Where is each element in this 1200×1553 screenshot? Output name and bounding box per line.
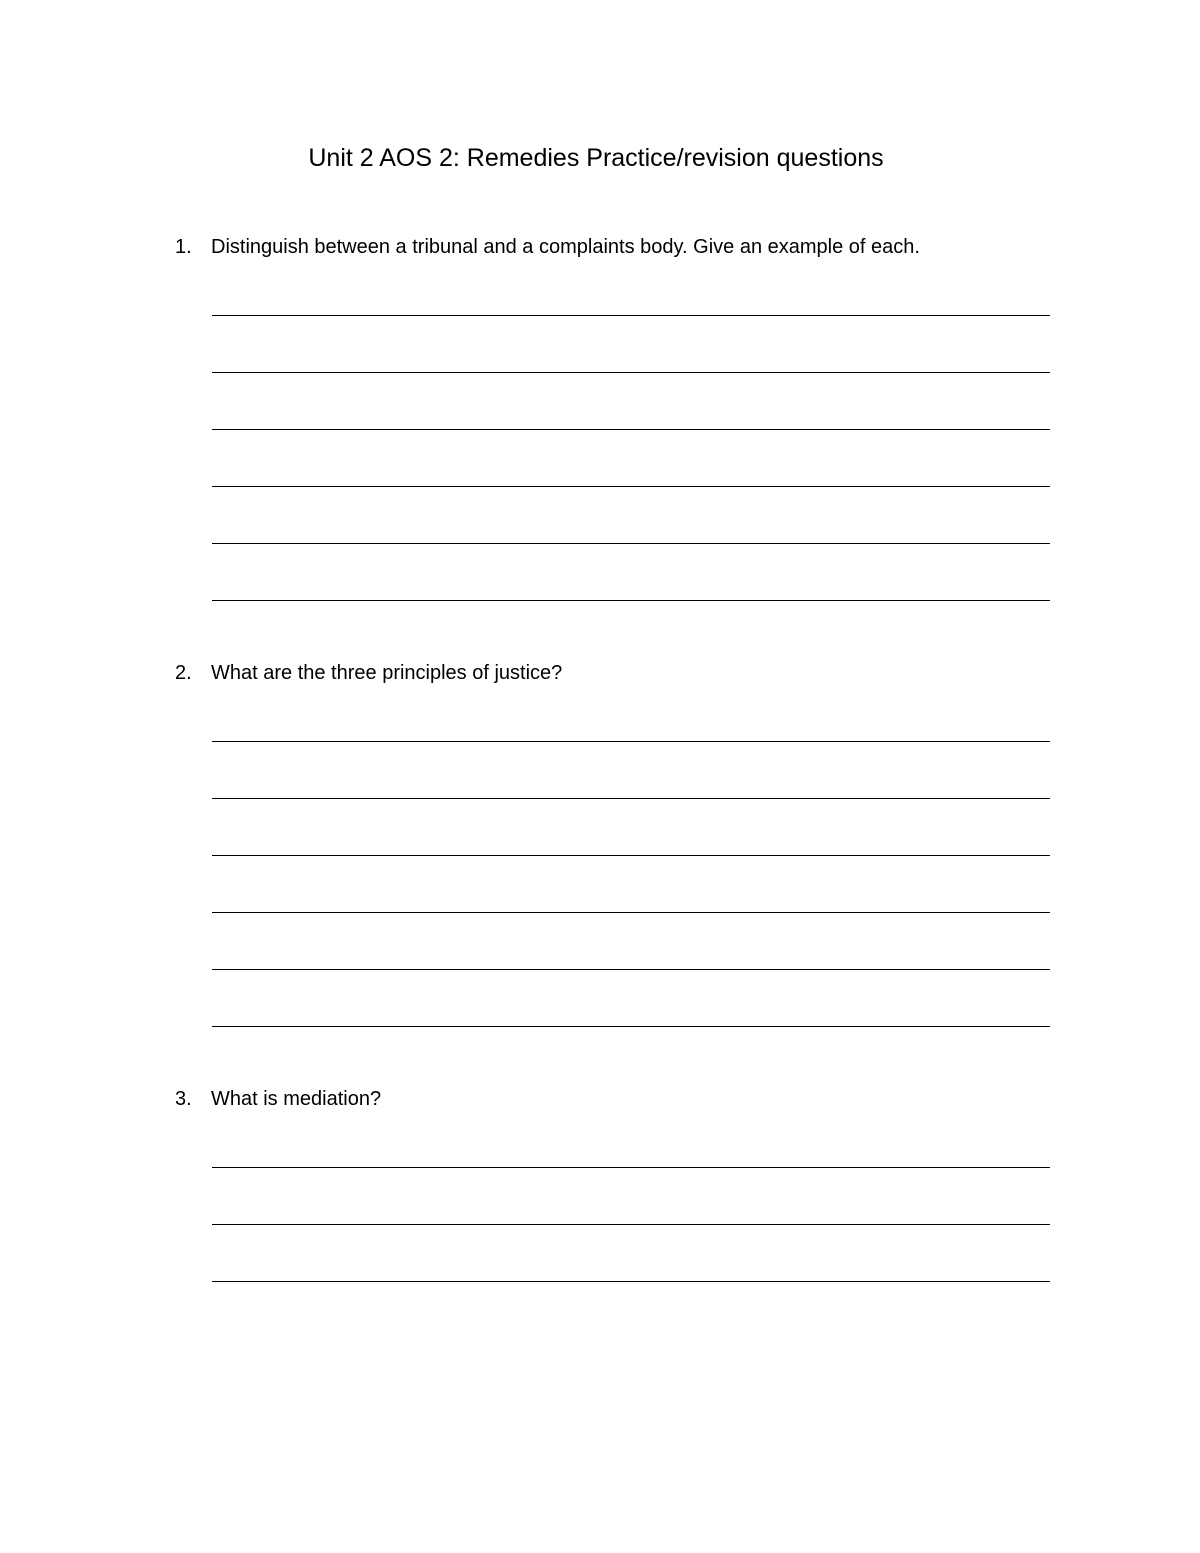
- question-number: 2.: [175, 662, 192, 684]
- question-text: Distinguish between a tribunal and a complaints body. Give an example of each.: [211, 236, 920, 258]
- answer-line[interactable]: [212, 543, 1050, 544]
- answer-line[interactable]: [212, 1224, 1050, 1225]
- answer-line[interactable]: [212, 486, 1050, 487]
- answer-line[interactable]: [212, 372, 1050, 373]
- page-title: Unit 2 AOS 2: Remedies Practice/revision questions: [308, 144, 884, 172]
- question-number: 1.: [175, 236, 192, 258]
- answer-line[interactable]: [212, 429, 1050, 430]
- answer-line[interactable]: [212, 1281, 1050, 1282]
- answer-line[interactable]: [212, 741, 1050, 742]
- question-number: 3.: [175, 1088, 192, 1110]
- answer-line[interactable]: [212, 855, 1050, 856]
- question-text: What is mediation?: [211, 1088, 382, 1110]
- answer-line[interactable]: [212, 1167, 1050, 1168]
- answer-line[interactable]: [212, 315, 1050, 316]
- answer-line[interactable]: [212, 969, 1050, 970]
- answer-line[interactable]: [212, 1026, 1050, 1027]
- answer-line[interactable]: [212, 912, 1050, 913]
- question-text: What are the three principles of justice?: [211, 662, 563, 684]
- answer-line[interactable]: [212, 798, 1050, 799]
- answer-line[interactable]: [212, 600, 1050, 601]
